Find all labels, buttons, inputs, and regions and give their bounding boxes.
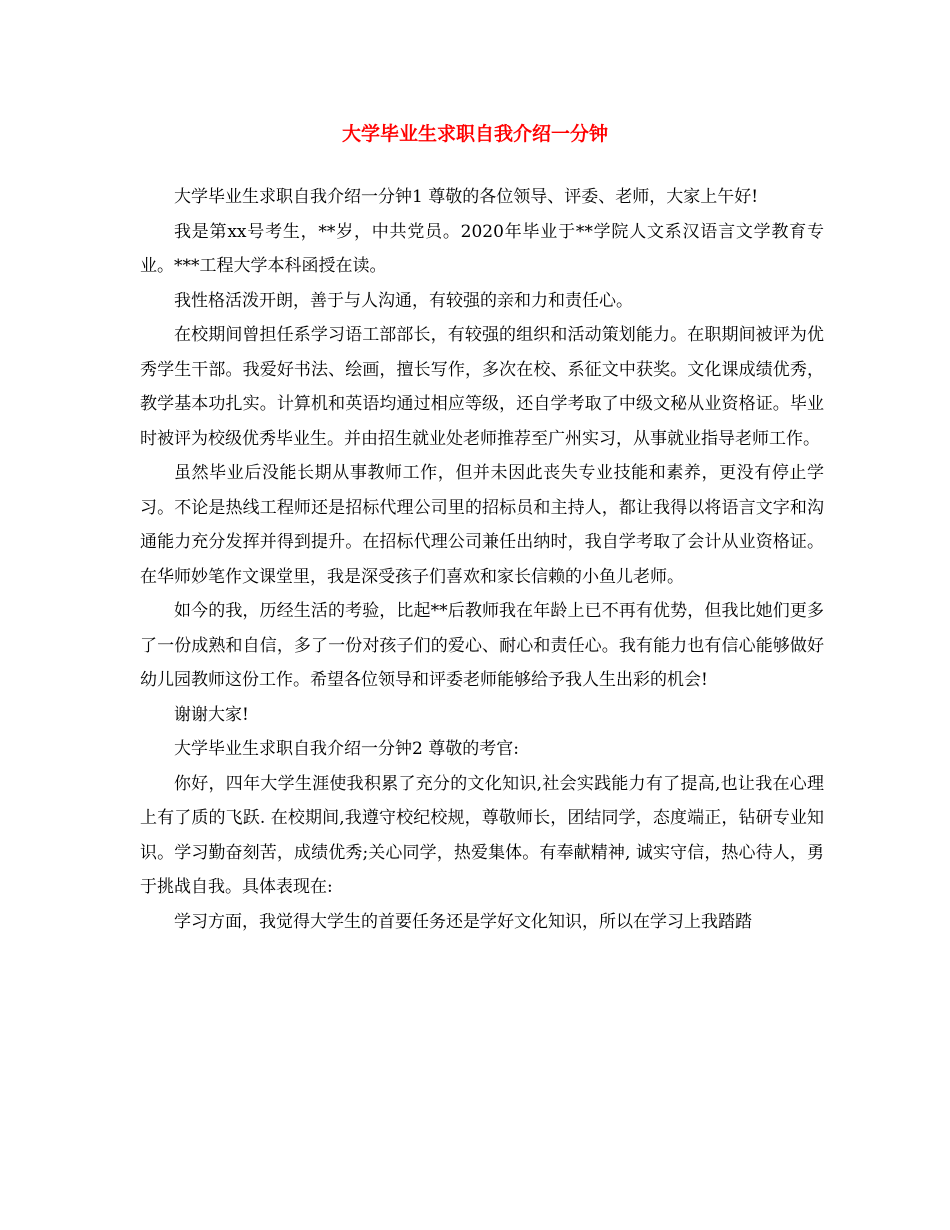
paragraph-personality: 我性格活泼开朗，善于与人沟通，有较强的亲和力和责任心。 bbox=[174, 290, 633, 311]
paragraph-school-experience: 在校期间曾担任系学习语工部部长，有较强的组织和活动策划能力。在职期间被评为优秀学生干部。我爱好书法、绘画，擅长写作，多次在校、系征文中获奖。文化课成绩优秀，教学基本功扎实。计算机和英语均通过相应等级，还自学考取了中级文秘从业资格证。毕业时被评为校级优秀毕业生。并由招生就业处老师推荐至广州实习，从事就业指导老师工作。 bbox=[140, 325, 824, 449]
paragraph-intro-2: 大学毕业生求职自我介绍一分钟2 尊敬的考官: bbox=[174, 739, 519, 759]
paragraph-intro-1: 大学毕业生求职自我介绍一分钟1 尊敬的各位领导、评委、老师，大家上午好! bbox=[174, 187, 759, 207]
paragraph-study: 学习方面，我觉得大学生的首要任务还是学好文化知识，所以在学习上我踏踏 bbox=[174, 911, 752, 932]
paragraph-university-life: 你好，四年大学生涯使我积累了充分的文化知识,社会实践能力有了提高,也让我在心理上有了质的飞跃. 在校期间,我遵守校纪校规，尊敬师长，团结同学，态度端正，钻研专业知识。学习勤奋刻苦，成绩优秀;关心同学，热爱集体。有奉献精神, 诚实守信，热心待人，勇于挑战自我。具体表现在: bbox=[140, 773, 824, 897]
document-title: 大学毕业生求职自我介绍一分钟 bbox=[341, 123, 608, 145]
paragraph-thanks: 谢谢大家! bbox=[174, 704, 249, 725]
paragraph-work-experience: 虽然毕业后没能长期从事教师工作，但并未因此丧失专业技能和素养，更没有停止学习。不论是热线工程师还是招标代理公司里的招标员和主持人，都让我得以将语言文字和沟通能力充分发挥并得到提升。在招标代理公司兼任出纳时，我自学考取了会计从业资格证。在华师妙笔作文课堂里，我是深受孩子们喜欢和家长信赖的小鱼儿老师。 bbox=[140, 463, 824, 587]
paragraph-current-self: 如今的我，历经生活的考验，比起**后教师我在年龄上已不再有优势，但我比她们更多了一份成熟和自信，多了一份对孩子们的爱心、耐心和责任心。我有能力也有信心能够做好幼儿园教师这份工作。希望各位领导和评委老师能够给予我人生出彩的机会! bbox=[140, 601, 824, 690]
paragraph-candidate-info: 我是第xx号考生，**岁，中共党员。2020年毕业于**学院人文系汉语言文学教育专业。***工程大学本科函授在读。 bbox=[140, 221, 824, 276]
document-body bbox=[140, 160, 824, 939]
